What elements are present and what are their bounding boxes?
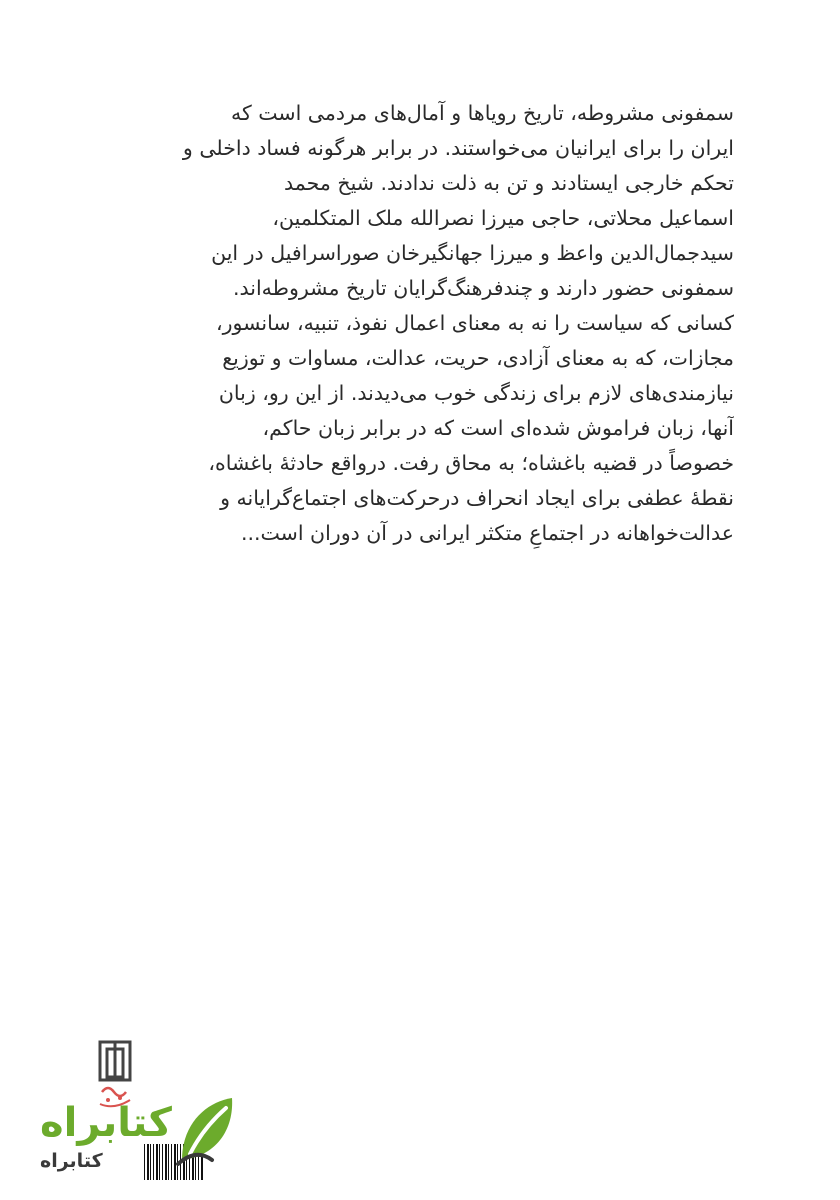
back-cover-blurb [100,96,734,551]
blurb-line-1: سمفونی مشروطه، تاریخ رویاها و آمال‌های مردمی است که [231,101,734,125]
watermark-brand-small: کتابراه [40,1150,103,1172]
ketabrah-watermark [30,1080,220,1190]
blurb-line-12: نقطهٔ عطفی برای ایجاد انحراف درحرکت‌های اجتماع‌گرایانه و [220,486,734,510]
watermark-brand-large: کتابراه [40,1100,172,1146]
blurb-line-6: سمفونی حضور دارند و چندفرهنگ‌گرایان تاریخ مشروطه‌اند. [232,276,734,300]
blurb-line-13: عدالت‌خواهانه در اجتماعِ متکثر ایرانی در آن دوران است... [240,521,734,545]
blurb-line-10: آنها، زبان فراموش شده‌ای است که در برابر زبان حاکم، [262,416,734,440]
blurb-line-4: اسماعیل محلاتی، حاجی میرزا نصرالله ملک المتکلمین، [272,206,734,230]
blurb-line-11: خصوصاً در قضیه باغشاه؛ به محاق رفت. درواقع حادثهٔ باغشاه، [208,451,734,475]
blurb-line-2: ایران را برای ایرانیان می‌خواستند. در برابر هرگونه فساد داخلی و [182,136,734,160]
blurb-line-9: نیازمندی‌های لازم برای زندگی خوب می‌دیدند. از این رو، زبان [218,381,734,405]
blurb-line-5: سیدجمال‌الدین واعظ و میرزا جهانگیرخان صوراسرافیل در این [211,241,734,265]
blurb-line-7: کسانی که سیاست را نه به معنای اعمال نفوذ، تنبیه، سانسور، [216,311,734,335]
blurb-line-3: تحکم خارجی ایستادند و تن به ذلت ندادند. شیخ محمد [284,171,734,195]
leaf-book-icon [176,1094,236,1166]
blurb-line-8: مجازات، که به معنای آزادی، حریت، عدالت، مساوات و توزیع [222,346,734,370]
